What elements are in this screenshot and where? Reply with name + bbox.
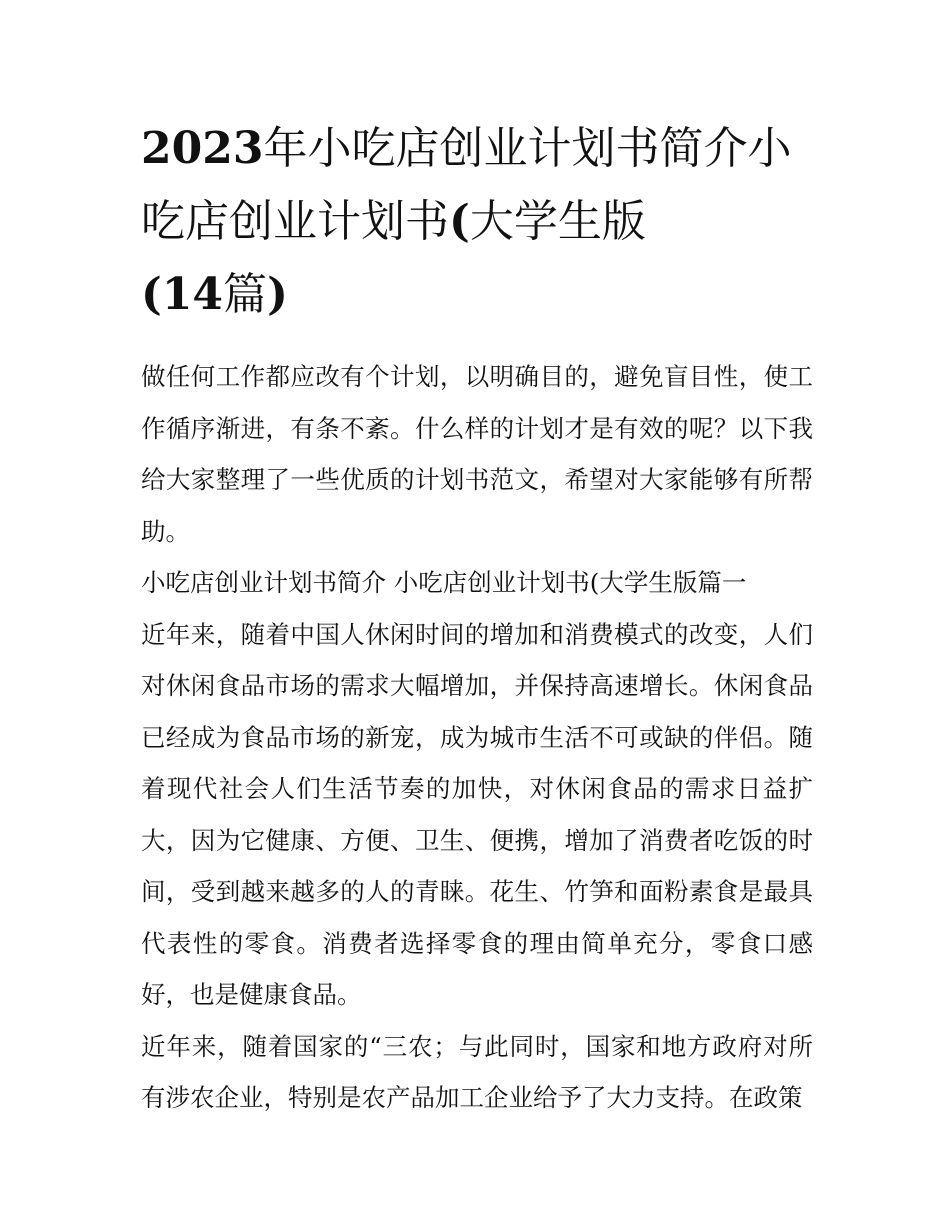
document-page <box>141 112 813 1124</box>
title-unit: 篇 <box>223 269 268 320</box>
intro-paragraph: 做任何工作都应改有个计划，以明确目的，避免盲目性，使工作循序渐进，有条不紊。什么样的计划才是有效的呢？以下我给大家整理了一些优质的计划书范文，希望对大家能够有所帮助。 <box>141 362 813 546</box>
body-paragraph-2: 近年来，随着国家的“三农；与此同时，国家和地方政府对所有涉农企业，特别是农产品加工企业给予了大力支持。在政策 <box>141 1031 813 1112</box>
title-year: 2023 <box>141 123 264 174</box>
section-heading: 小吃店创业计划书简介 小吃店创业计划书(大学生版篇一 <box>141 568 747 597</box>
body-paragraph-1: 近年来，随着中国人休闲时间的增加和消费模式的改变，人们对休闲食品市场的需求大幅增加，并保持高速增长。休闲食品已经成为食品市场的新宠，成为城市生活不可或缺的伴侣。随着现代社会人们生活节奏的加快，对休闲食品的需求日益扩大，因为它健康、方便、卫生、便携，增加了消费者吃饭的时间，受到越来越多的人的青睐。花生、竹笋和面粉素食是最具代表性的零食。消费者选择零食的理由简单充分，零食口感好，也是健康食品。 <box>141 619 813 1009</box>
title-edition: 大学生版 <box>469 196 646 247</box>
title-paren-open: ( <box>449 196 470 247</box>
title-paren-close: ) <box>267 269 288 320</box>
document-title <box>141 112 813 331</box>
title-count: (14 <box>141 269 224 320</box>
title-main: 年小吃店创业计划书简介小吃店创业计划书 <box>141 123 792 247</box>
